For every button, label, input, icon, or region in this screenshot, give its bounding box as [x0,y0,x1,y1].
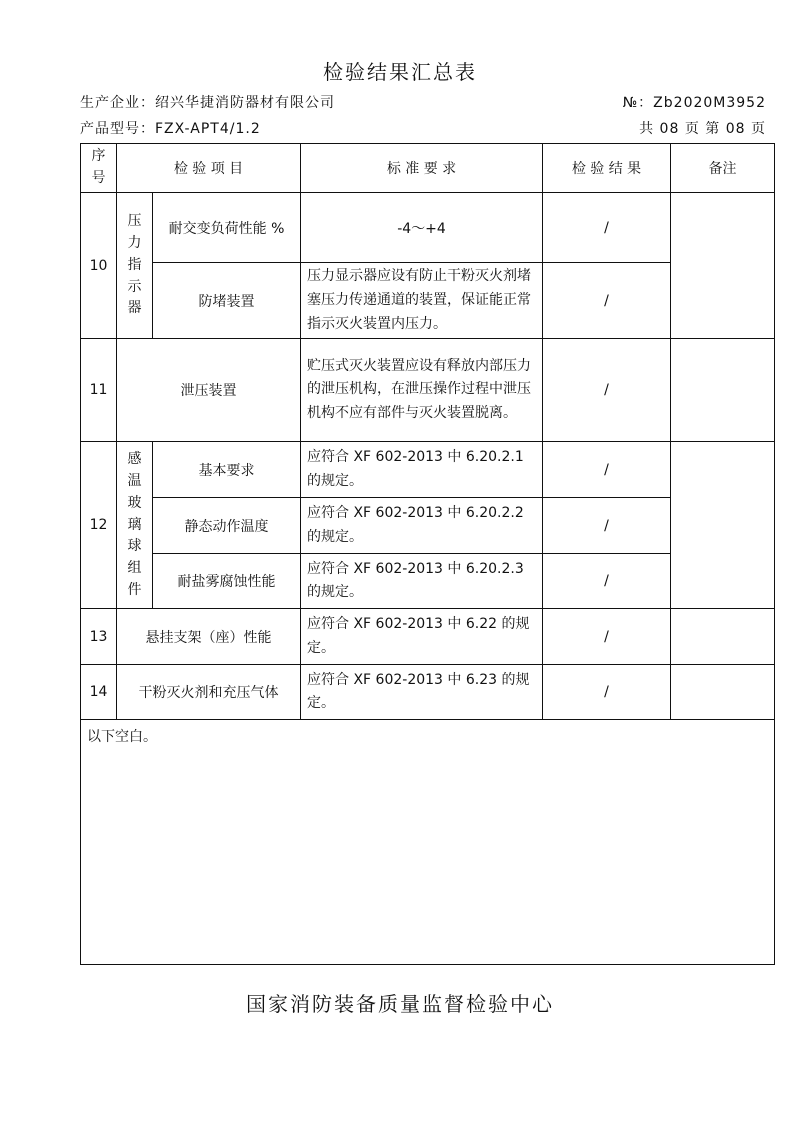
row-result: / [543,193,671,263]
result-table [80,143,775,965]
table-header-row [81,144,775,193]
header-item: 检 验 项 目 [117,144,301,193]
row-standard: 压力显示器应设有防止干粉灭火剂堵塞压力传递通道的装置，保证能正常指示灭火装置内压力。 [301,263,543,339]
row-group: 压 力 指 示 器 [117,193,153,339]
table-row [81,609,775,665]
row-standard: -4～+4 [301,193,543,263]
row-result: / [543,339,671,442]
row-standard: 应符合 XF 602-2013 中 6.22 的规定。 [301,609,543,665]
row-standard: 应符合 XF 602-2013 中 6.20.2.3 的规定。 [301,554,543,609]
header-remark: 备注 [671,144,775,193]
row-result: / [543,498,671,554]
report-number: №：Zb2020M3952 [622,95,766,111]
row-remark [671,442,775,609]
row-seq: 11 [81,339,117,442]
table-row [81,442,775,498]
row-item: 静态动作温度 [153,498,301,554]
page-title: 检验结果汇总表 [323,60,477,84]
row-item: 耐交变负荷性能 % [153,193,301,263]
row-result: / [543,665,671,720]
row-seq: 10 [81,193,117,339]
page-count: 共 08 页 第 08 页 [639,121,766,137]
row-remark [671,193,775,339]
row-standard: 应符合 XF 602-2013 中 6.23 的规定。 [301,665,543,720]
issuing-organization: 国家消防装备质量监督检验中心 [246,992,554,1016]
row-result: / [543,263,671,339]
row-standard: 应符合 XF 602-2013 中 6.20.2.1 的规定。 [301,442,543,498]
table-row [81,263,775,339]
row-standard: 贮压式灭火装置应设有释放内部压力的泄压机构，在泄压操作过程中泄压机构不应有部件与灭火装置脱离。 [301,339,543,442]
row-item: 耐盐雾腐蚀性能 [153,554,301,609]
table-row [81,665,775,720]
row-group: 感 温 玻 璃 球 组 件 [117,442,153,609]
row-item: 防堵装置 [153,263,301,339]
row-remark [671,665,775,720]
row-result: / [543,554,671,609]
row-seq: 12 [81,442,117,609]
product-model: 产品型号：FZX-APT4/1.2 [80,121,261,137]
row-item: 干粉灭火剂和充压气体 [117,665,301,720]
blank-row [81,720,775,965]
row-result: / [543,609,671,665]
row-seq: 13 [81,609,117,665]
blank-note: 以下空白。 [81,720,775,965]
header-standard: 标 准 要 求 [301,144,543,193]
row-seq: 14 [81,665,117,720]
manufacturer: 生产企业：绍兴华捷消防器材有限公司 [80,95,335,111]
row-item: 基本要求 [153,442,301,498]
table-row [81,554,775,609]
header-result: 检 验 结 果 [543,144,671,193]
row-item: 泄压装置 [117,339,301,442]
row-item: 悬挂支架（座）性能 [117,609,301,665]
table-row [81,498,775,554]
row-result: / [543,442,671,498]
table-row [81,339,775,442]
row-remark [671,609,775,665]
row-standard: 应符合 XF 602-2013 中 6.20.2.2 的规定。 [301,498,543,554]
header-seq: 序 号 [81,144,117,193]
row-remark [671,339,775,442]
table-row [81,193,775,263]
